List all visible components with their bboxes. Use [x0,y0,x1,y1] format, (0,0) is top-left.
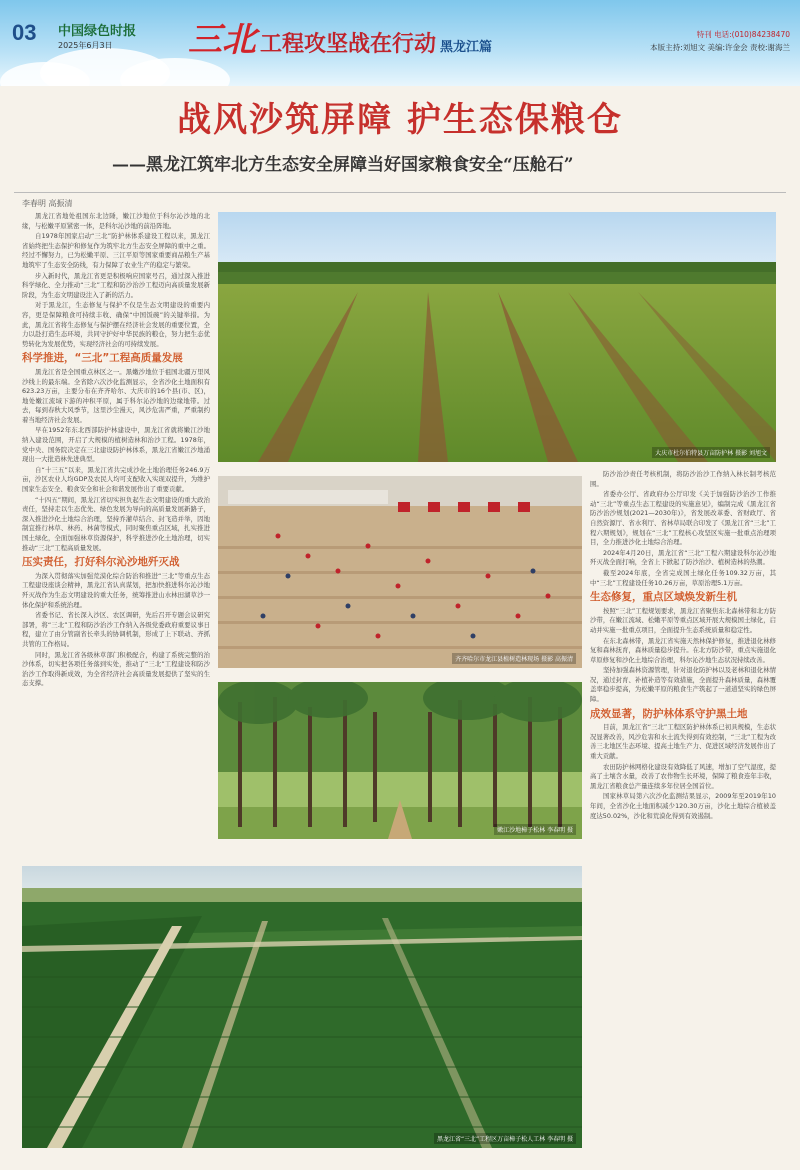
series-region: 黑龙江篇 [440,40,493,55]
plantation-image [22,866,582,1148]
paragraph: 坚持加强森林资源管理，针对退化防护林以及老林和退化林情况，通过封育、补植补造等有效措施，全面提升森林质量，森林覆盖率稳步提高，为松嫩平原的粮食生产筑起了一道道坚实的绿色屏障。 [590,666,776,704]
text-column-left [22,212,210,832]
photo-caption: 黑龙江省“三北”工程区万亩樟子松人工林 李春明 摄 [434,1133,576,1144]
article-title: 战风沙筑屏障 护生态保粮仓 [177,100,623,140]
section-heading: 生态修复，重点区域焕发新生机 [590,591,737,604]
text-column-right [590,470,776,1150]
series-title-main: 三北 [188,20,256,60]
editors: 本版主持:刘旭文 美编:许金会 责校:谢海兰 [650,43,790,52]
series-title-sub: 工程攻坚战在行动 [260,32,437,57]
forest-image [218,682,582,839]
paragraph: 省委书记、省长深入沙区、农区调研，先后召开专题会议研究部署，将“三北”工程和防沙治沙工作纳入各级党委政府重要议事日程，建立了由分管副省长牵头的协调机制，形成了上下联动、齐抓共管的工作格局。 [22,611,210,648]
paragraph: 2024年4月20日，黑龙江省“三北”工程六期建设科尔沁沙地歼灭战全面打响，全省上下掀起了防沙治沙、植树造林的热潮。 [590,548,776,567]
photo-pine-forest [218,682,582,839]
paragraph: 防沙治沙责任考核机制，将防沙治沙工作纳入林长制考核范围。 [590,470,776,488]
paragraph: 自“十三五”以来，黑龙江省共完成沙化土地治理任务246.9万亩，沙区农业人均GDP及农民人均可支配收入实现双提升，为维护国家生态安全、粮食安全和社会和谐发展作出了重要贡献。 [22,465,210,494]
section-heading: 压实责任，打好科尔沁沙地歼灭战 [22,556,180,569]
planting-image [218,476,582,668]
section-heading: 成效显著，防护林体系守护黑土地 [590,707,748,720]
page-number: 03 [12,20,37,45]
paragraph: 黑龙江省是全国重点林区之一。黑嫩沙地位于祖国北疆万里风沙线上的最东端。全省除六次沙化监测显示，全省沙化土地面积有623.23万亩，主要分布在齐齐哈尔、大庆市的16个县(市、区)，地处嫩江流域下游的冲积平原，属于科尔沁沙地的边缘地带。过去，每到春秋大风季节，这里沙尘漫天，风沙危害严重，严重制约着当地经济社会发展。 [22,367,210,424]
paragraph: 省委办公厅、省政府办公厅印发《关于加强防沙治沙工作推动“三北”等重点生态工程建设的实施意见》，编制完成《黑龙江省防沙治沙规划(2021—2030年)》，省发展改革委、省财政厅、省自然资源厅、省水利厅、省林草局联合印发了《黑龙江省“三北”工程六期规划》，规划在“三北”工程核心攻坚区实施一批重点治理项目，全力推进沙化土地综合治理。 [590,490,776,547]
hotline: 特刊 电话:(010)84238470 [696,30,790,39]
byline: 李春明 高振清 [22,199,73,208]
divider [14,192,786,193]
paragraph: 步入新时代，黑龙江省更是积极响应国家号召，通过深入推进科学绿化、全力推动“三北”工程和防沙治沙工程迈向高质量发展新阶段，为生态文明建设注入了新的活力。 [22,271,210,299]
photo-caption: 嫩江沙地樟子松林 李春明 摄 [494,824,576,835]
paragraph: 在东北森林带，黑龙江省实施天然林保护修复，推进退化林修复和森林抚育，森林质量稳步提升。在北方防沙带，重点实施退化草原修复和沙化土地综合治理，科尔沁沙地生态状况持续改善。 [590,636,776,664]
paragraph: 为深入贯彻落实加强荒漠化综合防治和推进“三北”等重点生态工程建设座谈会精神，黑龙江省认真谋划，把加快推进科尔沁沙地歼灭战作为生态文明建设的重大任务，统筹推进山水林田湖草沙一体化保护和系统治理。 [22,571,210,609]
paragraph: 目前，黑龙江省“三北”工程区防护林体系已初具规模，生态状况显著改善，风沙危害和水土流失得到有效控制，“三北”工程为改善三北地区生态环境、提高土地生产力、促进区域经济发展作出了重大贡献。 [590,723,776,761]
photo-farmland-shelterbelt [218,212,776,462]
paragraph: “十四五”期间，黑龙江省切实担负起生态文明建设的重大政治责任，坚持走以生态优先、绿色发展为导向的高质量发展新路子，深入推进沙化土地综合治理，坚持乔灌草结合、封飞造并举，因地制宜推行林草、林药、林菌等模式，同时聚焦重点区域，扎实推进国土绿化，全面加强林草资源保护，科学推进沙化土地治理，切实推动“三北”工程高质量发展。 [22,495,210,552]
photo-aerial-plantation [22,866,582,1148]
paragraph: 截至2024年底，全省完成国土绿化任务109.32万亩，其中“三北”工程建设任务10.26万亩，草原治理5.1万亩。 [590,568,776,587]
paragraph: 黑龙江省地处祖国东北边陲，嫩江沙地位于科尔沁沙地的北缘，与松嫩平原紧密一体，是科尔沁沙地的前沿阵地。 [22,212,210,230]
section-heading: 科学推进，“三北”工程高质量发展 [22,352,183,365]
paragraph: 自1978年国家启动“三北”防护林体系建设工程以来，黑龙江省始终把生态保护和修复作为筑牢北方生态安全屏障的重中之重。经过不懈努力，已为松嫩平原、三江平原等国家重要商品粮生产基地筑牢了生态安全防线，有力保障了农业生产的稳定与繁荣。 [22,232,210,269]
article-subtitle: ——黑龙江筑牢北方生态安全屏障当好国家粮食安全“压舱石” [112,155,574,175]
paragraph: 按照“三北”工程规划要求，黑龙江省聚焦东北森林带和北方防沙带，在嫩江流域、松嫩平原等重点区域开展大规模国土绿化，启动并实施一批重点项目，全面提升生态系统质量和稳定性。 [590,606,776,634]
series-title [188,12,492,61]
editor-info [650,28,790,54]
paragraph: 同时，黑龙江省各级林草部门积极配合，构建了系统完整的治沙体系，切实把各项任务落到实处，推动了“三北”工程建设和防沙治沙工作取得新成效，为全省经济社会高质量发展提供了坚实的生态支撑。 [22,650,210,688]
farmland-image [218,212,776,462]
paragraph: 农田防护林网格化建设有效降低了风速，增加了空气湿度，提高了土壤含水量，改善了农作物生长环境，保障了粮食连年丰收，黑龙江省粮食总产量连续多年位居全国首位。 [590,762,776,790]
photo-planting-site [218,476,582,668]
paper-name: 中国绿色时报 [58,24,137,39]
masthead [0,0,800,86]
paper-date: 2025年6月3日 [58,41,113,50]
photo-caption: 大庆市杜尔伯特县万亩防护林 摄影 刘旭文 [652,447,770,458]
paragraph: 早在1952年东北西部防护林建设中，黑龙江省就将嫩江沙地纳入建设范围，开启了大规模的植树造林和治沙工程。1978年，党中央、国务院决定在三北建设防护林体系，黑龙江省嫩江沙地涌现出一大批造林先进典型。 [22,426,210,464]
photo-caption: 齐齐哈尔市龙江县植树造林现场 摄影 高振清 [452,653,576,664]
paragraph: 对于黑龙江，生态修复与保护不仅是生态文明建设的重要内容，更是保障粮食可持续丰收、确保“中国饭碗”的关键举措。为此，黑龙江省将生态修复与保护摆在经济社会发展的重要位置，全力以赴打造生态环境，共同守护好中华民族的粮仓，努力把生态优势转化为发展优势，实现经济社会的可持续发展。 [22,301,210,348]
paragraph: 国家林草局第六次沙化监测结果显示，2009年至2019年10年间，全省沙化土地面积减少120.30万亩，沙化土地综合植被盖度达50.02%，沙化和荒漠化得到有效遏制。 [590,792,776,820]
